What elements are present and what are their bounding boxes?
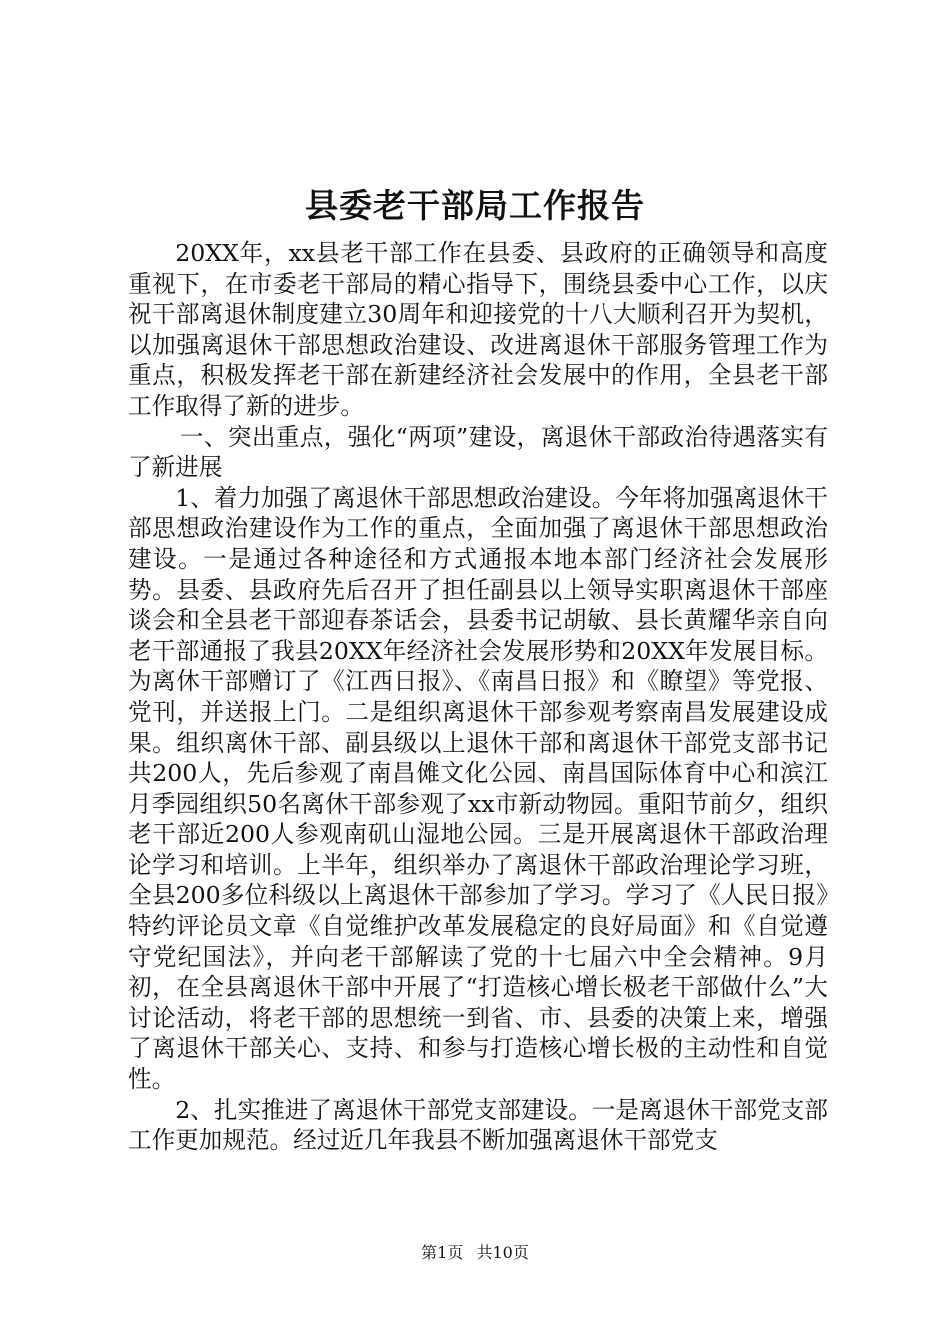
page-number: 第1页 <box>421 1243 464 1262</box>
page-footer <box>0 1242 950 1264</box>
section-heading-1: 一、突出重点，强化“两项”建设，离退休干部政治待遇落实有了新进展 <box>128 422 828 482</box>
section-paragraph-1: 1、着力加强了离退休干部思想政治建设。今年将加强离退休干部思想政治建设作为工作的重点，全面加强了离退休干部思想政治建设。一是通过各种途径和方式通报本地本部门经济社会发展形势。县委、县政府先后召开了担任副县以上领导实职离退休干部座谈会和全县老干部迎春茶话会，县委书记胡敏、县长黄耀华亲自向老干部通报了我县20XX年经济社会发展形势和20XX年发展目标。为离休干部赠订了《江西日报》、《南昌日报》和《瞭望》等党报、党刊，并送报上门。二是组织离退休干部参观考察南昌发展建设成果。组织离休干部、副县级以上退休干部和离退休干部党支部书记共200人，先后参观了南昌傩文化公园、南昌国际体育中心和滨江月季园组织50名离休干部参观了xx市新动物园。重阳节前夕，组织老干部近200人参观南矶山湿地公园。三是开展离退休干部政治理论学习和培训。上半年，组织举办了离退休干部政治理论学习班，全县200多位科级以上离退休干部参加了学习。学习了《人民日报》特约评论员文章《自觉维护改革发展稳定的良好局面》和《自觉遵守党纪国法》，并向老干部解读了党的十七届六中全会精神。9月初，在全县离退休干部中开展了“打造核心增长极老干部做什么”大讨论活动，将老干部的思想统一到省、市、县委的决策上来，增强了离退休干部关心、支持、和参与打造核心增长极的主动性和自觉性。 <box>128 483 828 1094</box>
page-total: 共10页 <box>476 1243 529 1262</box>
document-title: 县委老干部局工作报告 <box>305 186 645 225</box>
intro-paragraph: 20XX年，xx县老干部工作在县委、县政府的正确领导和高度重视下，在市委老干部局的精心指导下，围绕县委中心工作，以庆祝干部离退休制度建立30周年和迎接党的十八大顺利召开为契机，以加强离退休干部思想政治建设、改进离退休干部服务管理工作为重点，积极发挥老干部在新建经济社会发展中的作用，全县老干部工作取得了新的进步。 <box>128 239 828 420</box>
document-body <box>128 238 828 1156</box>
section-paragraph-2: 2、扎实推进了离退休干部党支部建设。一是离退休干部党支部工作更加规范。经过近几年我县不断加强离退休干部党支 <box>128 1095 828 1155</box>
